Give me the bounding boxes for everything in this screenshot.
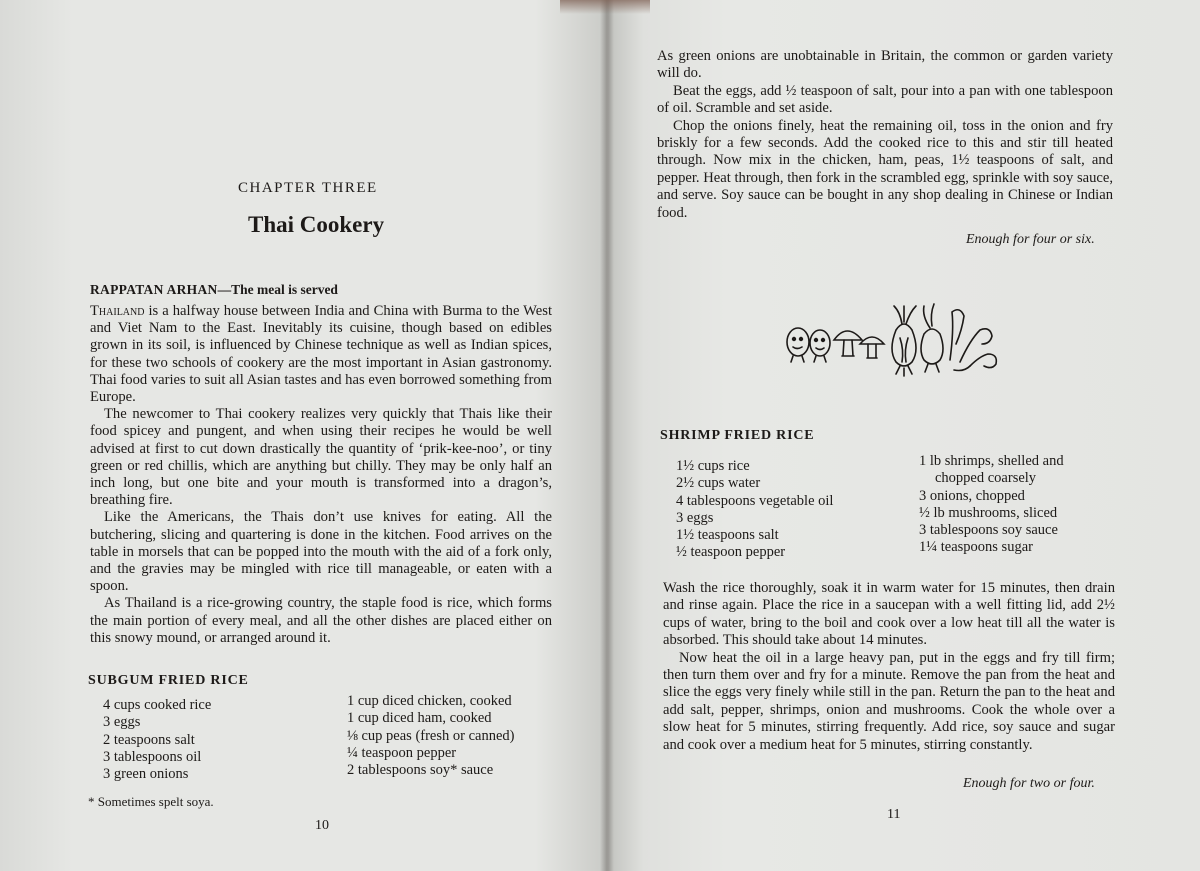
ingredient-item: ½ lb mushrooms, sliced: [919, 504, 1058, 521]
paragraph-text: Like the Americans, the Thais don’t use knives for eating. All the butchering, slicing and quartering is done in the kitchen. Food arrives on the table in morsels that can be popped into the mouth with the aid of a fork only, and the gravies may be mingled with rice till manageable, or eaten with a spoon.: [90, 509, 552, 595]
ingredient-item: 2½ cups water: [676, 475, 761, 492]
ingredient-list-left: [103, 697, 211, 783]
paragraph-text: As green onions are unobtainable in Britain, the common or garden variety will do.: [657, 48, 1113, 82]
ingredient-item: 3 onions, chopped: [919, 487, 1025, 504]
ingredient-item: 3 eggs: [103, 714, 141, 731]
section-heading-main: RAPPATAN ARHAN: [90, 282, 218, 297]
ingredient-item: 3 green onions: [103, 766, 189, 783]
paragraph-text: Beat the eggs, add ½ teaspoon of salt, pour into a pan with one tablespoon of oil. Scramble and set aside.: [657, 82, 1113, 117]
ingredient-list-right: [347, 693, 514, 779]
ingredient-item: 2 teaspoons salt: [103, 731, 195, 748]
vegetables-illustration-icon: [784, 300, 1004, 378]
paragraph-text: Wash the rice thoroughly, soak it in warm water for 15 minutes, then drain and rinse again. Place the rice in a saucepan with a well fitting lid, add 2½ cups of water, bring to the boil and cook over a low heat till all the water is absorbed. This should take about 14 minutes.: [663, 580, 1115, 649]
ingredient-item: chopped coarsely: [935, 470, 1037, 487]
ingredient-item: 1¼ teaspoons sugar: [919, 539, 1033, 556]
footnote: * Sometimes spelt soya.: [88, 794, 214, 809]
paragraph-text: Now heat the oil in a large heavy pan, put in the eggs and fry till firm; then turn them over and fry for a minute. Remove the pan from the heat and slice the eggs very finely while still in the pan. Return the pan to the heat and add salt, pepper, shrimps, onion and mushrooms. Cook the whole over a slow heat for 5 minutes, stirring frequently. Add rice, soy sauce and sugar and cook over a medium heat for 5 minutes, stirring constantly.: [663, 649, 1115, 753]
continued-method: [657, 48, 1113, 222]
ingredient-item: 1 cup diced ham, cooked: [347, 710, 492, 727]
page-number-left: 10: [315, 818, 329, 833]
recipe-title-subgum: SUBGUM FRIED RICE: [88, 673, 249, 688]
paragraph-text: Chop the onions finely, heat the remaining oil, toss in the onion and fry briskly for a few seconds. Add the cooked rice to this and stir till heated through. Now mix in the chicken, ham, peas, 1½ teaspoons of salt, and pepper. Heat through, then fork in the scrambled egg, sprinkle with soy sauce, and serve. Soy sauce can be bought in any shop dealing in Chinese or Indian food.: [657, 117, 1113, 221]
ingredient-item: 1½ cups rice: [676, 458, 750, 474]
paragraph-text: As Thailand is a rice-growing country, the staple food is rice, which forms the main portion of every meal, and all the other dishes are placed either on this snowy mound, or arranged around it.: [90, 595, 552, 646]
ingredient-item: 2 tablespoons soy* sauce: [347, 762, 494, 779]
ingredient-item: 3 eggs: [676, 509, 714, 526]
chapter-title: Thai Cookery: [248, 212, 385, 237]
recipe-title-shrimp: SHRIMP FRIED RICE: [660, 428, 815, 443]
ingredient-item: 4 tablespoons vegetable oil: [676, 492, 834, 509]
ingredient-item: 3 tablespoons soy sauce: [919, 522, 1058, 539]
ingredient-item: 1 cup diced chicken, cooked: [347, 693, 512, 709]
serves-note-2: Enough for two or four.: [963, 776, 1095, 791]
ingredient-item: ⅛ cup peas (fresh or canned): [347, 727, 515, 744]
ingredient-list-right: [919, 453, 1064, 557]
binding-shadow: [560, 0, 650, 14]
book-gutter: [600, 0, 614, 871]
serves-note-1: Enough for four or six.: [966, 232, 1095, 247]
section-heading: [90, 282, 338, 298]
chapter-label: CHAPTER THREE: [238, 180, 378, 196]
ingredient-item: ¼ teaspoon pepper: [347, 744, 457, 761]
section-heading-sub: —The meal is served: [217, 282, 338, 297]
intro-text: [90, 303, 552, 647]
page-number-right: 11: [887, 807, 901, 822]
ingredient-list-left: [676, 458, 833, 562]
lead-word: Thailand: [90, 303, 145, 319]
ingredient-item: 3 tablespoons oil: [103, 748, 202, 765]
ingredient-item: 1½ teaspoons salt: [676, 527, 779, 544]
ingredient-item: ½ teaspoon pepper: [676, 544, 786, 561]
paragraph-text: is a halfway house between India and China with Burma to the West and Viet Nam to the East. Inevitably its cuisine, though based on edibles grown in its soil, is influenced by Chinese technique as well as Indian spices, for these two schools of cookery are the most important in Asian gastronomy. Thai food varies to suit all Asian tastes and has even borrowed something from Europe.: [90, 303, 552, 406]
intro-paragraph: [90, 303, 552, 406]
ingredient-item: 1 lb shrimps, shelled and: [919, 453, 1064, 469]
shrimp-method: [663, 580, 1115, 754]
ingredient-item: 4 cups cooked rice: [103, 697, 212, 713]
paragraph-text: The newcomer to Thai cookery realizes very quickly that Thais like their food spicey and pungent, and when using their recipes he would be well advised at first to cut down drastically the quantity of ‘prik-kee-noo’, or tiny green or red chillis, which are anything but chilly. They may be only half an inch long, but one bite and your mouth is transformed into a dragon’s, breathing fire.: [90, 406, 552, 509]
